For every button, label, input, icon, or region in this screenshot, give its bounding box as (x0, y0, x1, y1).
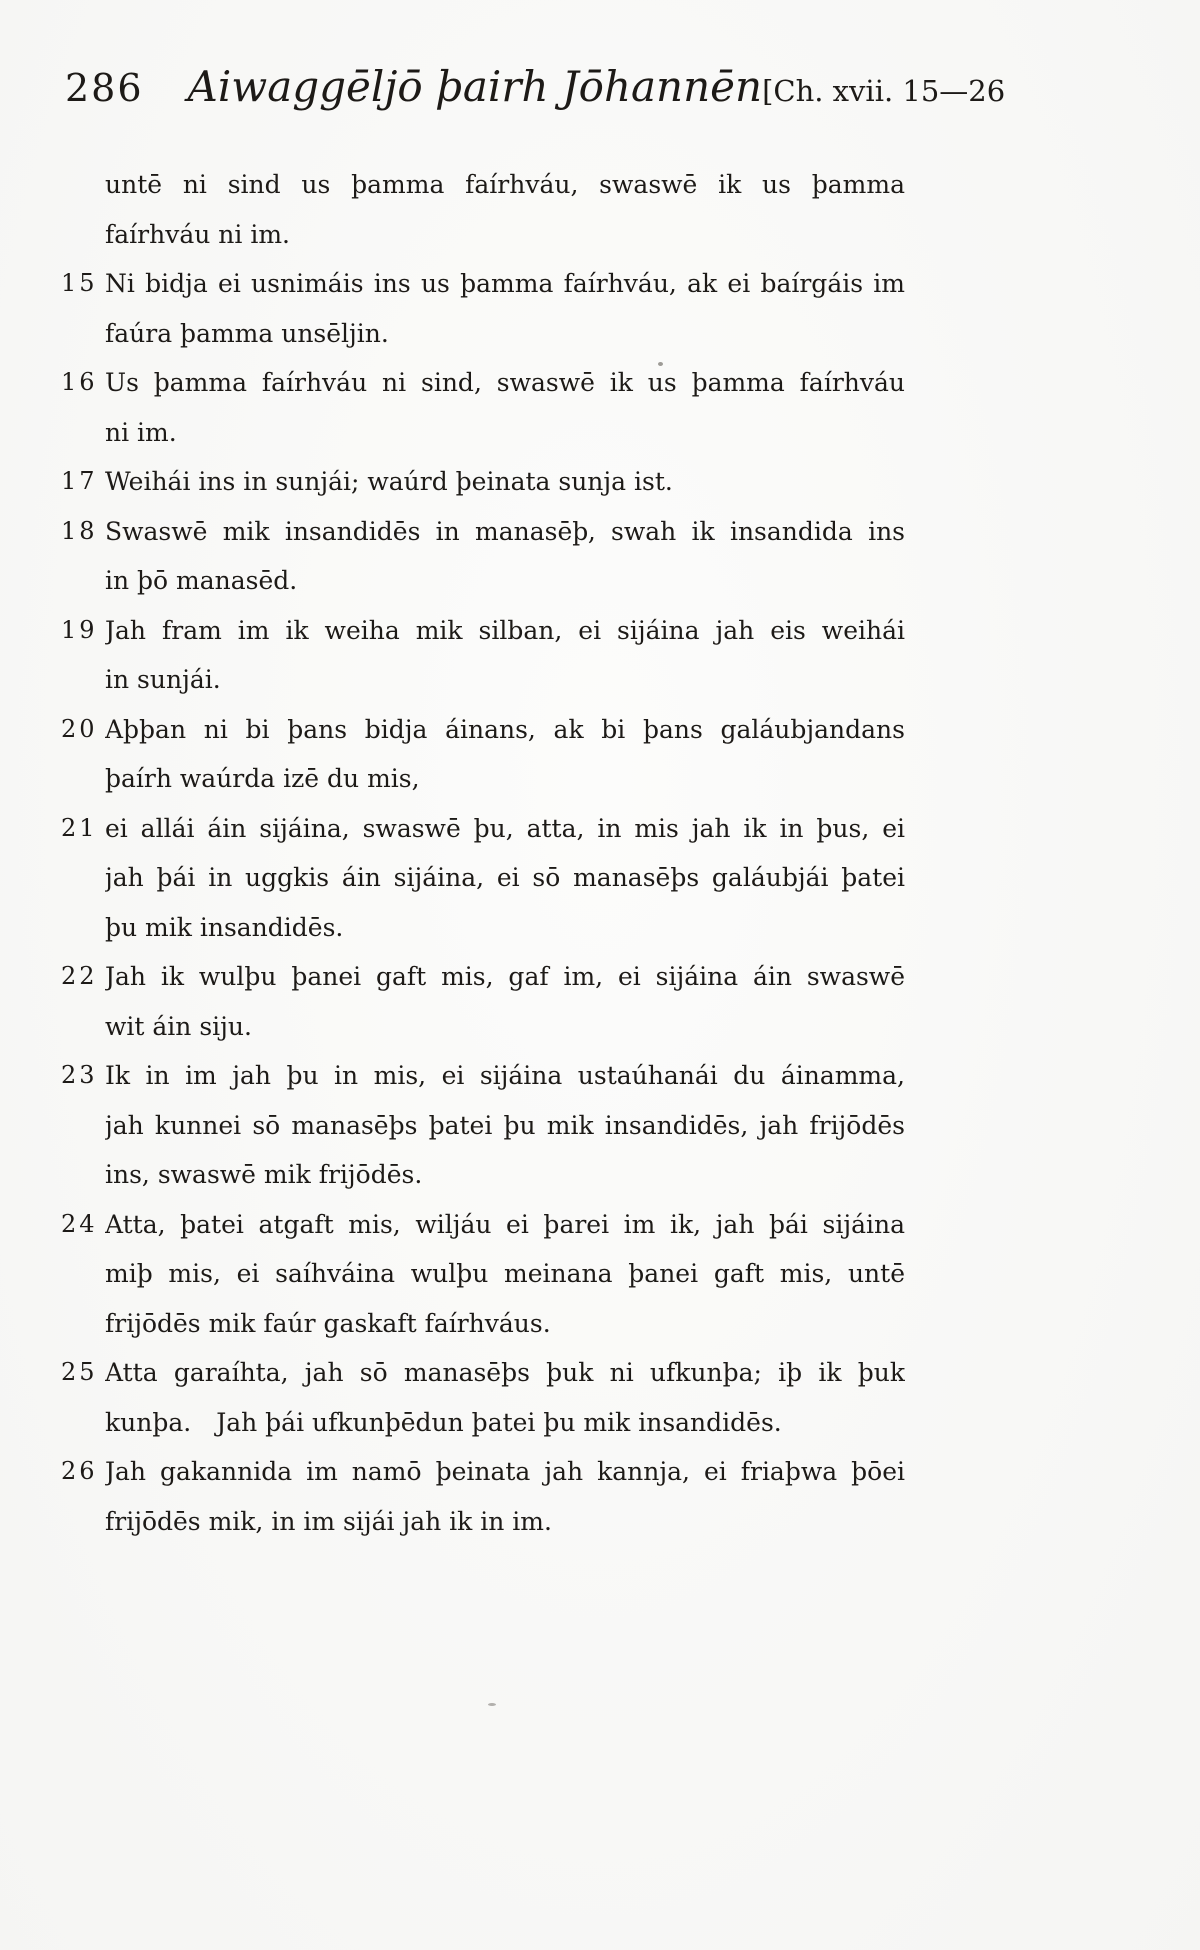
verse-26 (61, 1447, 905, 1546)
text-line: Swaswē mik insandidēs in manasēþ, swah ik insandida ins (105, 516, 905, 546)
verse-23 (61, 1051, 905, 1200)
print-speck (658, 362, 663, 366)
text-line: Us þamma faírhváu ni sind, swaswē ik us þamma faírhváu (105, 368, 905, 397)
text-line: untē ni sind us þamma faírhváu, swaswē ik us þamma (105, 170, 905, 199)
text-line: Ik in im jah þu in mis, ei sijáina ustaúhanái du áinamma, (105, 1061, 905, 1090)
text-line: Atta, þatei atgaft mis, wiljáu ei þarei im ik, jah þái sijáina (105, 1209, 905, 1239)
verse-22 (61, 952, 905, 1051)
text-line: ni im. (105, 417, 177, 447)
text-line: faírhváu ni im. (105, 219, 290, 249)
text-line: faúra þamma unsēljin. (105, 318, 389, 348)
text-line: jah þái in uggkis áin sijáina, ei sō manasēþs galáubjái þatei (105, 863, 905, 892)
text-line: þaírh waúrda izē du mis, (105, 764, 420, 793)
verse-17 (61, 457, 905, 507)
text-line: miþ mis, ei saíhváina wulþu meinana þanei gaft mis, untē (105, 1259, 905, 1288)
verse-number: 17 (61, 467, 98, 495)
gospel-text-block (61, 160, 905, 1546)
running-title: Aiwaggēljō þairh Jōhannēn (187, 62, 763, 111)
continuation-paragraph (105, 160, 905, 259)
text-line: Weihái ins in sunjái; waúrd þeinata sunja ist. (105, 467, 673, 496)
chapter-reference: [Ch. xvii. 15—26 (762, 74, 1006, 108)
page-header (65, 62, 1006, 111)
verse-21 (61, 804, 905, 953)
verse-24 (61, 1200, 905, 1349)
verse-number: 22 (61, 962, 98, 990)
verse-20 (61, 705, 905, 804)
verse-15 (61, 259, 905, 358)
verse-number: 26 (61, 1457, 98, 1485)
verse-number: 20 (61, 714, 98, 743)
text-line: wit áin siju. (105, 1011, 252, 1041)
text-line: in sunjái. (105, 665, 221, 694)
verse-number: 21 (61, 813, 98, 842)
verse-number: 25 (61, 1358, 98, 1386)
verse-number: 19 (61, 615, 98, 644)
text-line: in þō manasēd. (105, 566, 298, 595)
text-line: Jah fram im ik weiha mik silban, ei sijáina jah eis weihái (105, 615, 905, 645)
text-line: frijōdēs mik, in im sijái jah ik in im. (105, 1506, 552, 1536)
text-line: ins, swaswē mik frijōdēs. (105, 1160, 423, 1189)
print-speck (488, 1703, 496, 1706)
verse-19 (61, 606, 905, 705)
text-line: þu mik insandidēs. (105, 912, 344, 942)
text-line: Atta garaíhta, jah sō manasēþs þuk ni ufkunþa; iþ ik þuk (105, 1358, 905, 1387)
verse-number: 16 (61, 368, 98, 396)
text-line: Jah ik wulþu þanei gaft mis, gaf im, ei sijáina áin swaswē (105, 962, 905, 991)
text-line: Jah gakannida im namō þeinata jah kannja, ei friaþwa þōei (105, 1457, 905, 1486)
text-line: Aþþan ni bi þans bidja áinans, ak bi þans galáubjandans (105, 714, 905, 744)
text-line: frijōdēs mik faúr gaskaft faírhváus. (105, 1308, 551, 1338)
verse-18 (61, 507, 905, 606)
verse-number: 24 (61, 1209, 98, 1238)
verse-number: 23 (61, 1061, 98, 1089)
text-line: Ni bidja ei usnimáis ins us þamma faírhváu, ak ei baírgáis im (105, 269, 905, 298)
page-number: 286 (65, 66, 144, 110)
text-line: ei allái áin sijáina, swaswē þu, atta, in mis jah ik in þus, ei (105, 813, 905, 843)
verse-number: 15 (61, 269, 98, 297)
text-line: jah kunnei sō manasēþs þatei þu mik insandidēs, jah frijōdēs (105, 1110, 905, 1140)
verse-16 (61, 358, 905, 457)
text-line: kunþa. Jah þái ufkunþēdun þatei þu mik insandidēs. (105, 1407, 782, 1437)
verse-number: 18 (61, 516, 98, 545)
verse-25 (61, 1348, 905, 1447)
